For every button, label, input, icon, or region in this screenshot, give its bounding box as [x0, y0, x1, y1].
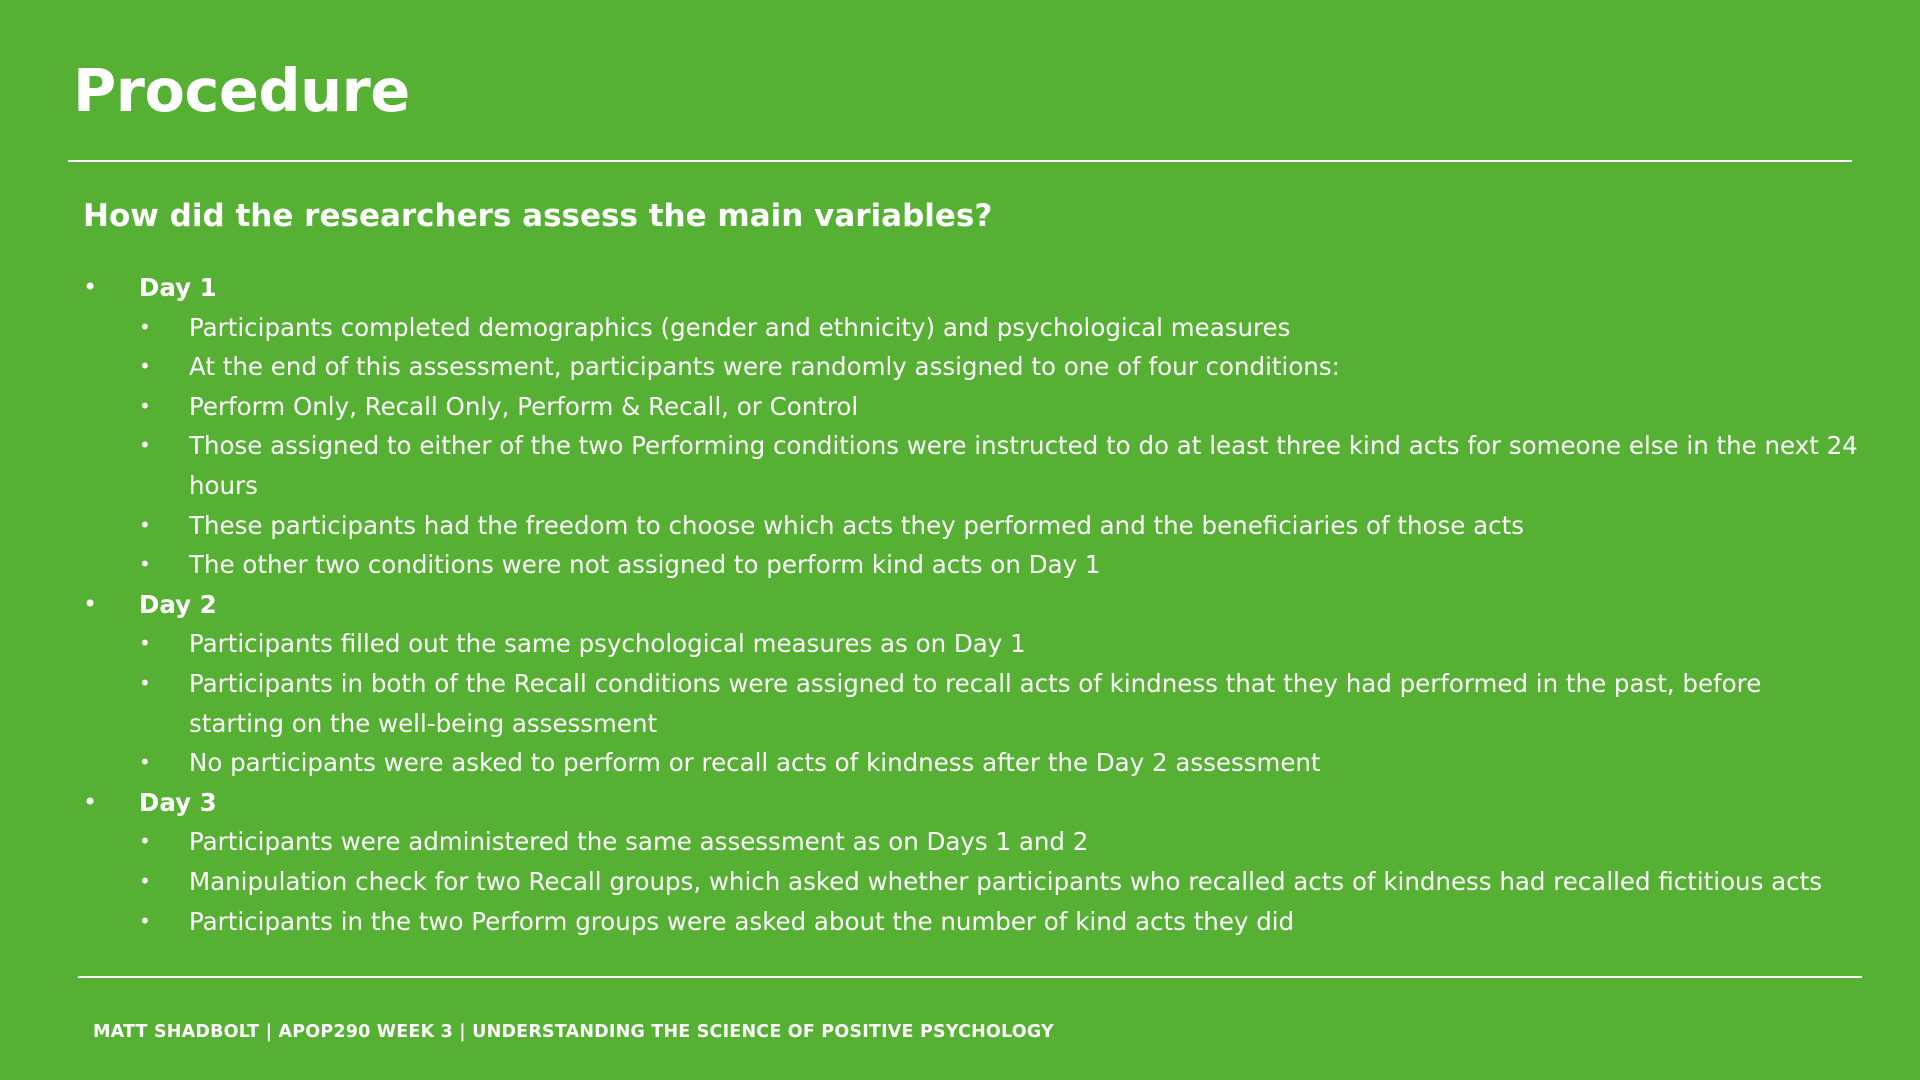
- day-heading: Day 3: [139, 787, 217, 817]
- list-item: [139, 822, 1863, 862]
- bullet-icon: •: [139, 512, 151, 537]
- list-item: [139, 862, 1863, 902]
- list-item: [139, 387, 1863, 427]
- bullet-icon: •: [139, 750, 151, 775]
- list-item-text: Participants filled out the same psychological measures as on Day 1: [189, 629, 1026, 659]
- bullet-icon: •: [139, 552, 151, 577]
- list-item-text: Manipulation check for two Recall groups, which asked whether participants who recalled acts of kindness had recalled fictitious acts: [189, 866, 1822, 896]
- bullet-icon: •: [139, 670, 151, 695]
- list-item: [139, 902, 1863, 942]
- list-item-text: Those assigned to either of the two Performing conditions were instructed to do at least three kind acts for someone else in the next 24 hours: [189, 431, 1858, 500]
- footer-text: MATT SHADBOLT | APOP290 WEEK 3 | UNDERSTANDING THE SCIENCE OF POSITIVE PSYCHOLOGY: [93, 1022, 1054, 1042]
- title-divider: [68, 160, 1852, 162]
- bullet-icon: •: [83, 589, 98, 618]
- procedure-content: [83, 268, 1863, 941]
- list-item: [139, 624, 1863, 664]
- day-1-section: [83, 268, 1863, 585]
- list-item-text: No participants were asked to perform or recall acts of kindness after the Day 2 assessment: [189, 748, 1321, 778]
- list-item: [139, 308, 1863, 348]
- bullet-icon: •: [139, 908, 151, 933]
- list-item-text: Participants were administered the same assessment as on Days 1 and 2: [189, 827, 1089, 857]
- day-1-items: [139, 308, 1863, 585]
- day-heading: Day 2: [139, 589, 217, 619]
- list-item: [139, 545, 1863, 585]
- slide-title: Procedure: [73, 56, 410, 125]
- day-list: [83, 268, 1863, 941]
- bullet-icon: •: [139, 829, 151, 854]
- list-item: [139, 347, 1863, 387]
- footer-divider: [78, 976, 1862, 978]
- day-3-section: [83, 783, 1863, 941]
- bullet-icon: •: [139, 433, 151, 458]
- bullet-icon: •: [83, 787, 98, 816]
- bullet-icon: •: [139, 631, 151, 656]
- list-item-text: The other two conditions were not assigned to perform kind acts on Day 1: [189, 550, 1101, 580]
- day-3-items: [139, 822, 1863, 941]
- list-item: [139, 664, 1863, 743]
- list-item-text: At the end of this assessment, participants were randomly assigned to one of four conditions:: [189, 352, 1340, 382]
- day-heading: Day 1: [139, 273, 217, 302]
- bullet-icon: •: [139, 314, 151, 339]
- slide-subtitle: How did the researchers assess the main variables?: [83, 198, 993, 234]
- list-item-text: Perform Only, Recall Only, Perform & Recall, or Control: [189, 391, 859, 421]
- bullet-icon: •: [139, 393, 151, 418]
- list-item-text: These participants had the freedom to choose which acts they performed and the beneficiaries of those acts: [189, 510, 1524, 540]
- list-item-text: Participants in the two Perform groups were asked about the number of kind acts they did: [189, 906, 1295, 936]
- day-2-section: [83, 585, 1863, 783]
- bullet-icon: •: [139, 868, 151, 893]
- list-item-text: Participants completed demographics (gender and ethnicity) and psychological measures: [189, 312, 1291, 342]
- list-item: [139, 743, 1863, 783]
- bullet-icon: •: [83, 273, 98, 301]
- bullet-icon: •: [139, 354, 151, 379]
- day-2-items: [139, 624, 1863, 782]
- list-item: [139, 506, 1863, 546]
- list-item: [139, 426, 1863, 505]
- list-item-text: Participants in both of the Recall conditions were assigned to recall acts of kindness that they had performed in the past, before starting on the well-being assessment: [189, 668, 1762, 738]
